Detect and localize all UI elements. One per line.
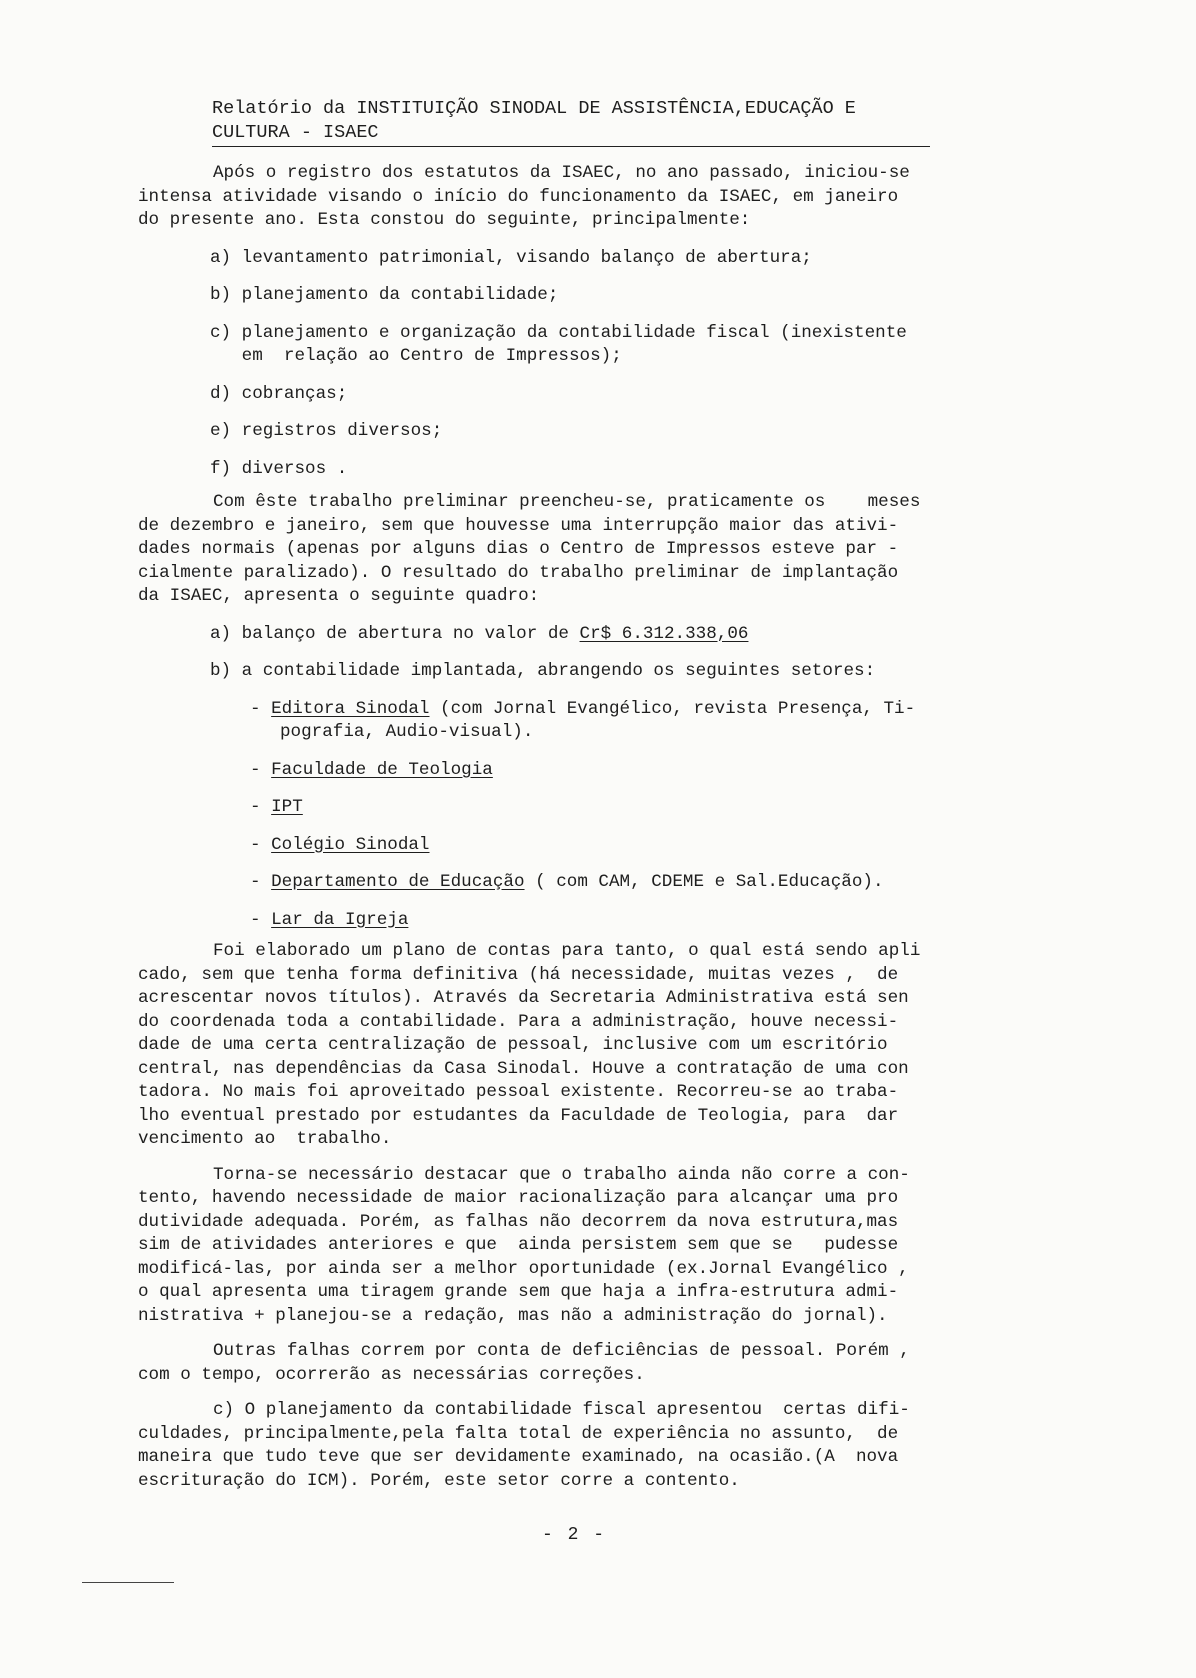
list-item: d) cobranças;: [210, 383, 348, 404]
text-line: Torna-se necessário destacar que o trabalho ainda não corre a con-: [213, 1164, 910, 1185]
list-item: e) registros diversos;: [210, 421, 443, 441]
sector-name: Editora Sinodal: [271, 698, 430, 719]
text-line: de dezembro e janeiro, sem que houvesse uma interrupção maior das ativi-: [138, 515, 899, 536]
text-line: nistrativa + planejou-se a redação, mas não a administração do jornal).: [138, 1305, 888, 1326]
report-heading: [212, 96, 932, 143]
result-a-label: a) balanço de abertura no valor de: [210, 623, 580, 644]
text-line: Outras falhas correm por conta de deficiências de pessoal. Porém ,: [213, 1341, 910, 1361]
text-line: escrituração do ICM). Porém, este setor corre a contento.: [138, 1470, 740, 1491]
sector-item: - Departamento de Educação ( com CAM, CDEME e Sal.Educação).: [250, 872, 884, 892]
text-line: o qual apresenta uma tiragem grande sem que haja a infra-estrutura admi-: [138, 1282, 899, 1302]
fiscal-paragraph: [138, 1399, 1038, 1493]
chart-of-accounts-paragraph: [138, 940, 1038, 1152]
sector-name: Lar da Igreja: [271, 909, 409, 930]
text-line: dades normais (apenas por alguns dias o Centro de Impressos esteve par -: [138, 539, 899, 559]
sector-detail: ( com CAM, CDEME e Sal.Educação).: [524, 872, 884, 892]
result-item-b: b) a contabilidade implantada, abrangendo os seguintes setores:: [210, 661, 876, 681]
list-item: f) diversos .: [210, 458, 348, 479]
result-item-a: [138, 623, 1038, 647]
remarks-paragraph: [138, 1164, 1038, 1329]
sector-item: - Editora Sinodal (com Jornal Evangélico, revista Presença, Ti-: [250, 698, 916, 719]
text-line: Foi elaborado um plano de contas para tanto, o qual está sendo apli: [213, 941, 921, 961]
report-body: [138, 162, 1038, 1493]
text-line: do presente ano. Esta constou do seguinte, principalmente:: [138, 210, 751, 230]
preliminary-paragraph: [138, 491, 1038, 609]
text-line: cialmente paralizado). O resultado do trabalho preliminar de implantação: [138, 562, 899, 583]
list-item: a) levantamento patrimonial, visando balanço de abertura;: [210, 247, 812, 268]
sector-item: - IPT: [250, 797, 303, 817]
text-line: intensa atividade visando o início do funcionamento da ISAEC, em janeiro: [138, 186, 899, 207]
text-line: Após o registro dos estatutos da ISAEC, no ano passado, iniciou-se: [213, 163, 910, 183]
list-item: b) planejamento da contabilidade;: [210, 285, 559, 305]
text-line: c) O planejamento da contabilidade fiscal apresentou certas difi-: [213, 1400, 910, 1420]
heading-line-2: CULTURA - ISAEC: [212, 121, 379, 143]
intro-paragraph: [138, 162, 1038, 233]
text-line: acrescentar novos títulos). Através da Secretaria Administrativa está sen: [138, 988, 909, 1008]
text-line: maneira que tudo teve que ser devidamente examinado, na ocasião.(A nova: [138, 1447, 899, 1467]
text-line: da ISAEC, apresenta o seguinte quadro:: [138, 586, 540, 606]
text-line: modificá-las, por ainda ser a melhor oportunidade (ex.Jornal Evangélico ,: [138, 1258, 909, 1279]
list-item: c) planejamento e organização da contabilidade fiscal (inexistente: [210, 322, 907, 343]
sector-detail: (com Jornal Evangélico, revista Presença, Ti-: [429, 698, 916, 719]
text-line: tadora. No mais foi aproveitado pessoal existente. Recorreu-se ao traba-: [138, 1082, 899, 1102]
results-list: [138, 623, 1038, 684]
sector-item: - Colégio Sinodal: [250, 834, 430, 855]
text-line: com o tempo, ocorrerão as necessárias correções.: [138, 1364, 645, 1385]
text-line: central, nas dependências da Casa Sinodal. Houve a contratação de uma con: [138, 1058, 909, 1079]
list-item: em relação ao Centro de Impressos);: [210, 346, 622, 366]
heading-line-1: Relatório da INSTITUIÇÃO SINODAL DE ASSISTÊNCIA,EDUCAÇÃO E: [212, 98, 856, 119]
text-line: do coordenada toda a contabilidade. Para a administração, houve necessi-: [138, 1011, 899, 1032]
sector-name: IPT: [271, 797, 303, 817]
text-line: vencimento ao trabalho.: [138, 1129, 392, 1149]
staff-paragraph: [138, 1340, 1038, 1387]
sector-name: Faculdade de Teologia: [271, 759, 493, 780]
page-number: - 2 -: [542, 1525, 607, 1545]
opening-balance-value: Cr$ 6.312.338,06: [579, 623, 749, 644]
activities-list: [138, 247, 1038, 482]
sector-item: - Lar da Igreja: [250, 909, 409, 930]
text-line: Com êste trabalho preliminar preencheu-se, praticamente os meses: [213, 492, 921, 512]
text-line: culdades, principalmente,pela falta total de experiência no assunto, de: [138, 1423, 899, 1444]
text-line: dutividade adequada. Porém, as falhas não decorrem da nova estrutura,mas: [138, 1211, 899, 1232]
text-line: sim de atividades anteriores e que ainda persistem sem que se pudesse: [138, 1235, 899, 1255]
heading-underline: [212, 146, 930, 147]
sector-item: - Faculdade de Teologia: [250, 759, 493, 780]
sector-continuation: pografia, Audio-visual).: [280, 722, 534, 742]
sectors-list: [138, 698, 1038, 933]
text-line: dade de uma certa centralização de pessoal, inclusive com um escritório: [138, 1035, 888, 1055]
text-line: cado, sem que tenha forma definitiva (há necessidade, muitas vezes , de: [138, 964, 899, 985]
sector-name: Colégio Sinodal: [271, 834, 430, 855]
text-line: lho eventual prestado por estudantes da Faculdade de Teologia, para dar: [138, 1105, 899, 1126]
text-line: tento, havendo necessidade de maior racionalização para alcançar uma pro: [138, 1188, 899, 1208]
sector-name: Departamento de Educação: [271, 872, 525, 892]
margin-rule: [82, 1582, 174, 1583]
